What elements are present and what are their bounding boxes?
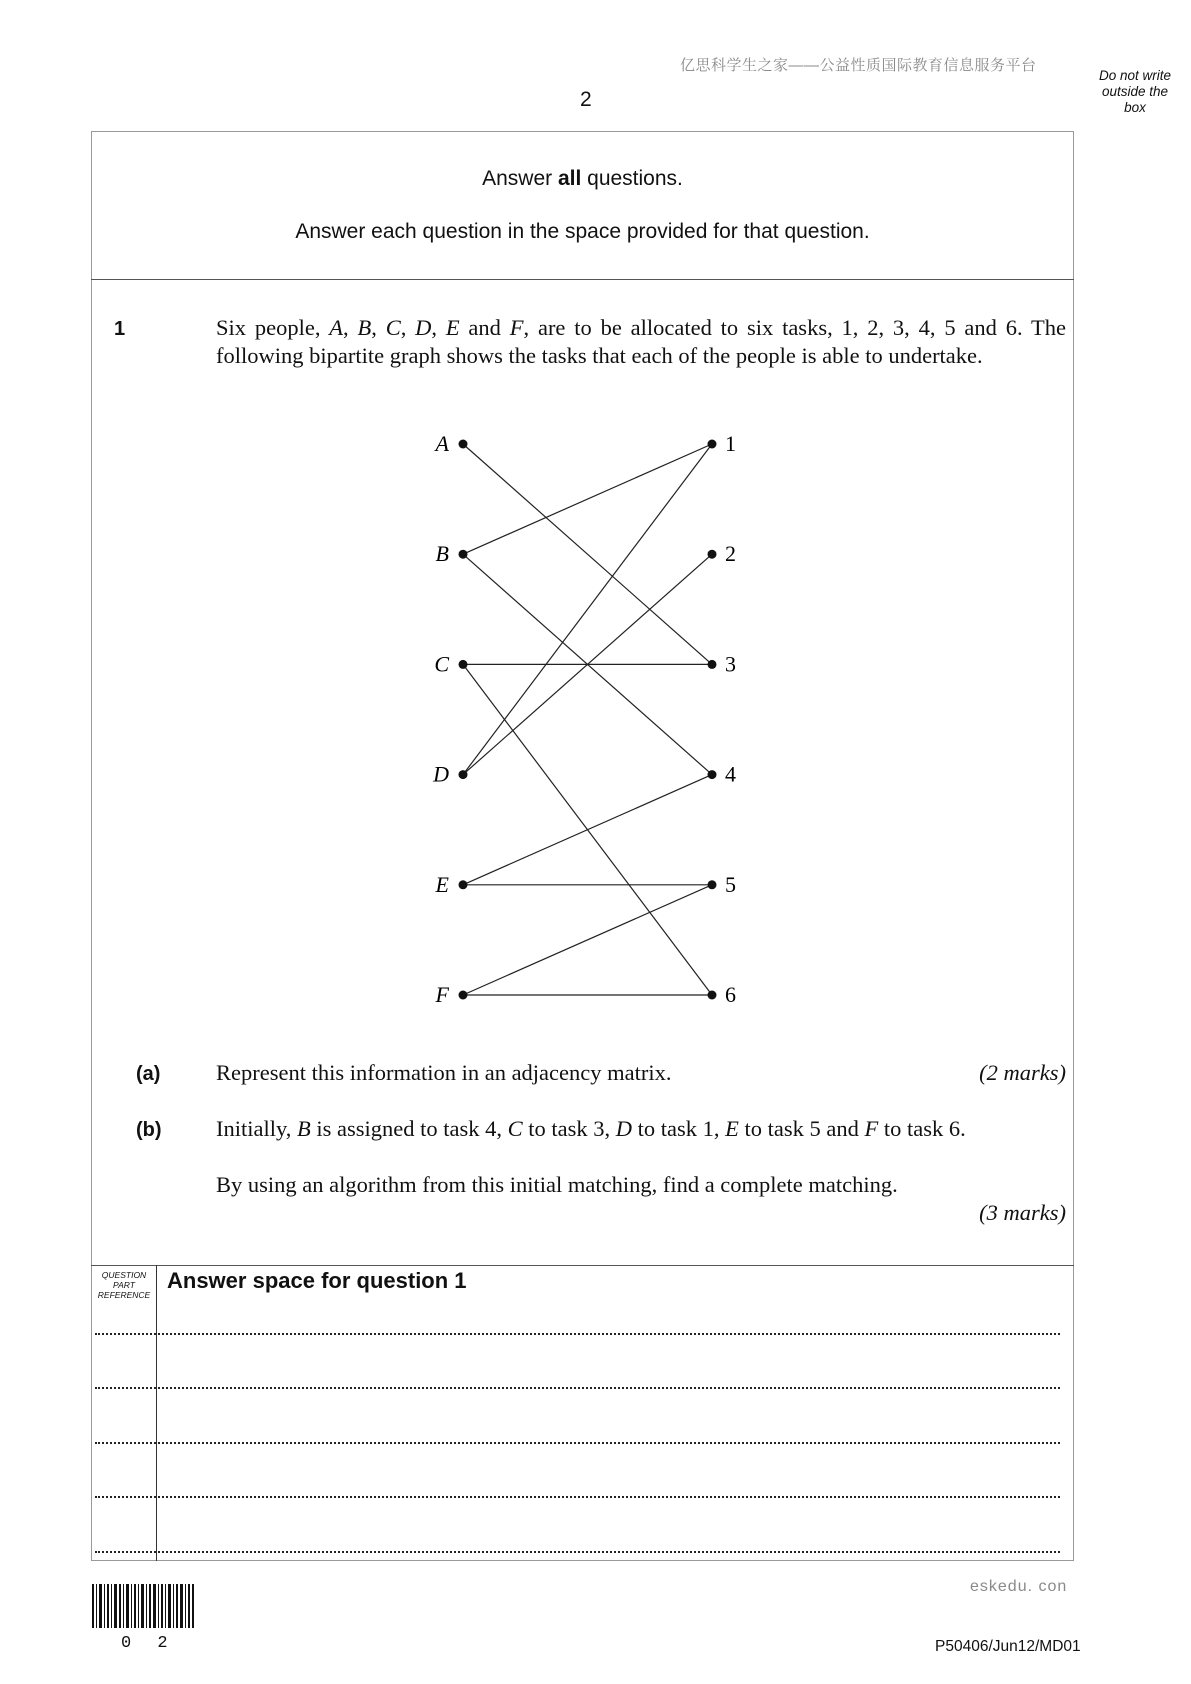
- answer-space-heading: Answer space for question 1: [167, 1268, 467, 1293]
- graph-node-5: [708, 880, 717, 889]
- answer-line[interactable]: [95, 1496, 1060, 1498]
- instruction-text: questions.: [581, 167, 683, 190]
- part-b-text-2: By using an algorithm from this initial matching, find a complete matching.: [216, 1172, 898, 1197]
- graph-node-A: [459, 440, 468, 449]
- graph-node-label-4: 4: [725, 761, 736, 787]
- part-a-label: (a): [136, 1063, 161, 1085]
- graph-node-label-D: D: [433, 761, 449, 787]
- question-text: Six people, A, B, C, D, E and F, are to be allocated to six tasks, 1, 2, 3, 4, 5 and 6. The following bipartite graph shows the tasks that each of the people is able to undertake.: [216, 315, 1066, 368]
- graph-node-label-B: B: [435, 541, 449, 567]
- graph-node-1: [708, 440, 717, 449]
- barcode-number: 0 2: [121, 1634, 176, 1653]
- graph-node-6: [708, 991, 717, 1000]
- graph-edge-E-4: [463, 775, 712, 885]
- part-b-label: (b): [136, 1119, 162, 1141]
- graph-node-2: [708, 550, 717, 559]
- graph-node-label-F: F: [435, 982, 449, 1007]
- instruction-emphasis: all: [557, 167, 582, 190]
- part-a-marks: (2 marks): [979, 1060, 1066, 1085]
- answer-space-divider: [91, 1265, 1074, 1266]
- barcode-icon: [92, 1584, 194, 1628]
- graph-edge-F-5: [463, 885, 712, 995]
- graph-edge-A-3: [463, 444, 712, 664]
- graph-node-label-5: 5: [725, 871, 736, 897]
- graph-node-4: [708, 770, 717, 779]
- part-a-text: Represent this information in an adjacency matrix.: [216, 1060, 672, 1085]
- graph-edge-D-1: [463, 444, 712, 775]
- answer-line[interactable]: [95, 1442, 1060, 1444]
- answer-line[interactable]: [95, 1387, 1060, 1389]
- margin-note-line: outside the: [1101, 84, 1169, 99]
- question-reference-column: [156, 1265, 157, 1561]
- graph-node-3: [708, 660, 717, 669]
- graph-node-label-6: 6: [725, 982, 736, 1007]
- qpr-line: PART: [113, 1280, 135, 1290]
- graph-node-label-3: 3: [725, 651, 736, 677]
- graph-edge-B-1: [463, 444, 712, 554]
- watermark-footer: eskedu. con: [970, 1578, 1068, 1595]
- watermark-header: 亿思科学生之家——公益性质国际教育信息服务平台: [680, 57, 1037, 74]
- instruction-line-2: Answer each question in the space provided for that question.: [295, 220, 870, 243]
- qpr-line: REFERENCE: [97, 1290, 151, 1300]
- instruction-text: Answer: [482, 167, 558, 190]
- margin-note-line: box: [1124, 100, 1146, 115]
- graph-node-B: [459, 550, 468, 559]
- margin-note-line: Do not write: [1098, 68, 1172, 83]
- graph-node-label-1: 1: [725, 431, 736, 456]
- question-number: 1: [114, 318, 126, 340]
- graph-node-label-A: A: [435, 431, 449, 456]
- graph-node-F: [459, 991, 468, 1000]
- answer-line[interactable]: [95, 1551, 1060, 1553]
- graph-node-label-C: C: [434, 651, 449, 677]
- answer-line[interactable]: [95, 1333, 1060, 1335]
- graph-node-C: [459, 660, 468, 669]
- part-b-marks: (3 marks): [979, 1200, 1066, 1225]
- paper-reference: P50406/Jun12/MD01: [935, 1638, 1081, 1655]
- part-b-text: Initially, B is assigned to task 4, C to task 3, D to task 1, E to task 5 and F to task 6.: [216, 1116, 966, 1141]
- graph-node-label-2: 2: [725, 541, 736, 567]
- graph-node-label-E: E: [435, 871, 449, 897]
- graph-node-D: [459, 770, 468, 779]
- page-number: 2: [580, 88, 592, 111]
- question-part-reference-label: [93, 1270, 155, 1300]
- qpr-line: QUESTION: [101, 1270, 147, 1280]
- graph-node-E: [459, 880, 468, 889]
